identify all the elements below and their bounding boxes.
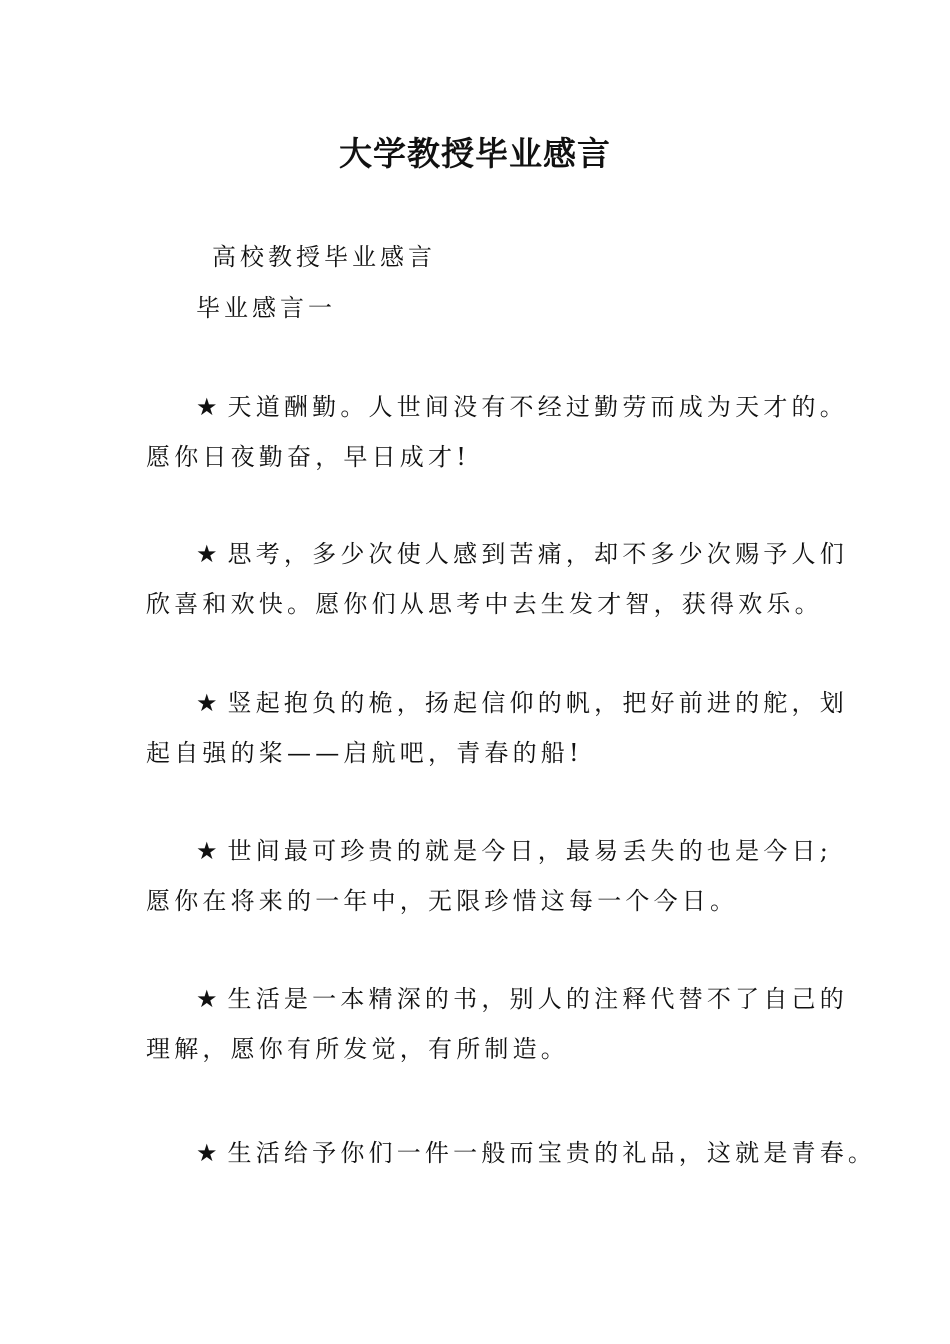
paragraph-first-line [146, 529, 848, 579]
paragraph-continuation: 愿你在将来的一年中，无限珍惜这每一个今日。 [146, 887, 739, 915]
star-icon: ★ [196, 985, 218, 1013]
star-icon: ★ [196, 689, 218, 717]
star-icon: ★ [196, 837, 218, 865]
paragraph-text: 生活给予你们一件一般而宝贵的礼品，这就是青春。 [227, 1139, 877, 1167]
paragraph-first-line [146, 826, 832, 876]
paragraph-continuation: 理解，愿你有所发觉，有所制造。 [146, 1035, 569, 1063]
paragraph [146, 826, 832, 926]
star-icon: ★ [196, 393, 218, 421]
paragraph-text: 思考，多少次使人感到苦痛，却不多少次赐予人们 [227, 540, 848, 568]
paragraph-first-line [146, 974, 848, 1024]
star-icon: ★ [196, 540, 218, 568]
paragraph-first-line [146, 382, 848, 432]
paragraph-text: 世间最可珍贵的就是今日，最易丢失的也是今日; [227, 837, 832, 865]
paragraph [146, 382, 848, 482]
paragraph-first-line [146, 678, 848, 728]
document-subtitle: 高校教授毕业感言 [212, 243, 436, 271]
paragraph-first-line [146, 1128, 877, 1178]
paragraph-continuation: 欣喜和欢快。愿你们从思考中去生发才智，获得欢乐。 [146, 590, 823, 618]
paragraph-continuation: 起自强的桨——启航吧，青春的船! [146, 739, 583, 767]
paragraph-text: 生活是一本精深的书，别人的注释代替不了自己的 [227, 985, 848, 1013]
section-heading: 毕业感言一 [196, 294, 336, 322]
paragraph-text: 天道酬勤。人世间没有不经过勤劳而成为天才的。 [227, 393, 848, 421]
paragraph-text: 竖起抱负的桅，扬起信仰的帆，把好前进的舵，划 [227, 689, 848, 717]
document-title: 大学教授毕业感言 [339, 134, 611, 173]
paragraph [146, 974, 848, 1074]
paragraph [146, 529, 848, 629]
paragraph-continuation: 愿你日夜勤奋，早日成才! [146, 443, 471, 471]
paragraph [146, 678, 848, 778]
star-icon: ★ [196, 1139, 218, 1167]
paragraph [146, 1128, 877, 1178]
